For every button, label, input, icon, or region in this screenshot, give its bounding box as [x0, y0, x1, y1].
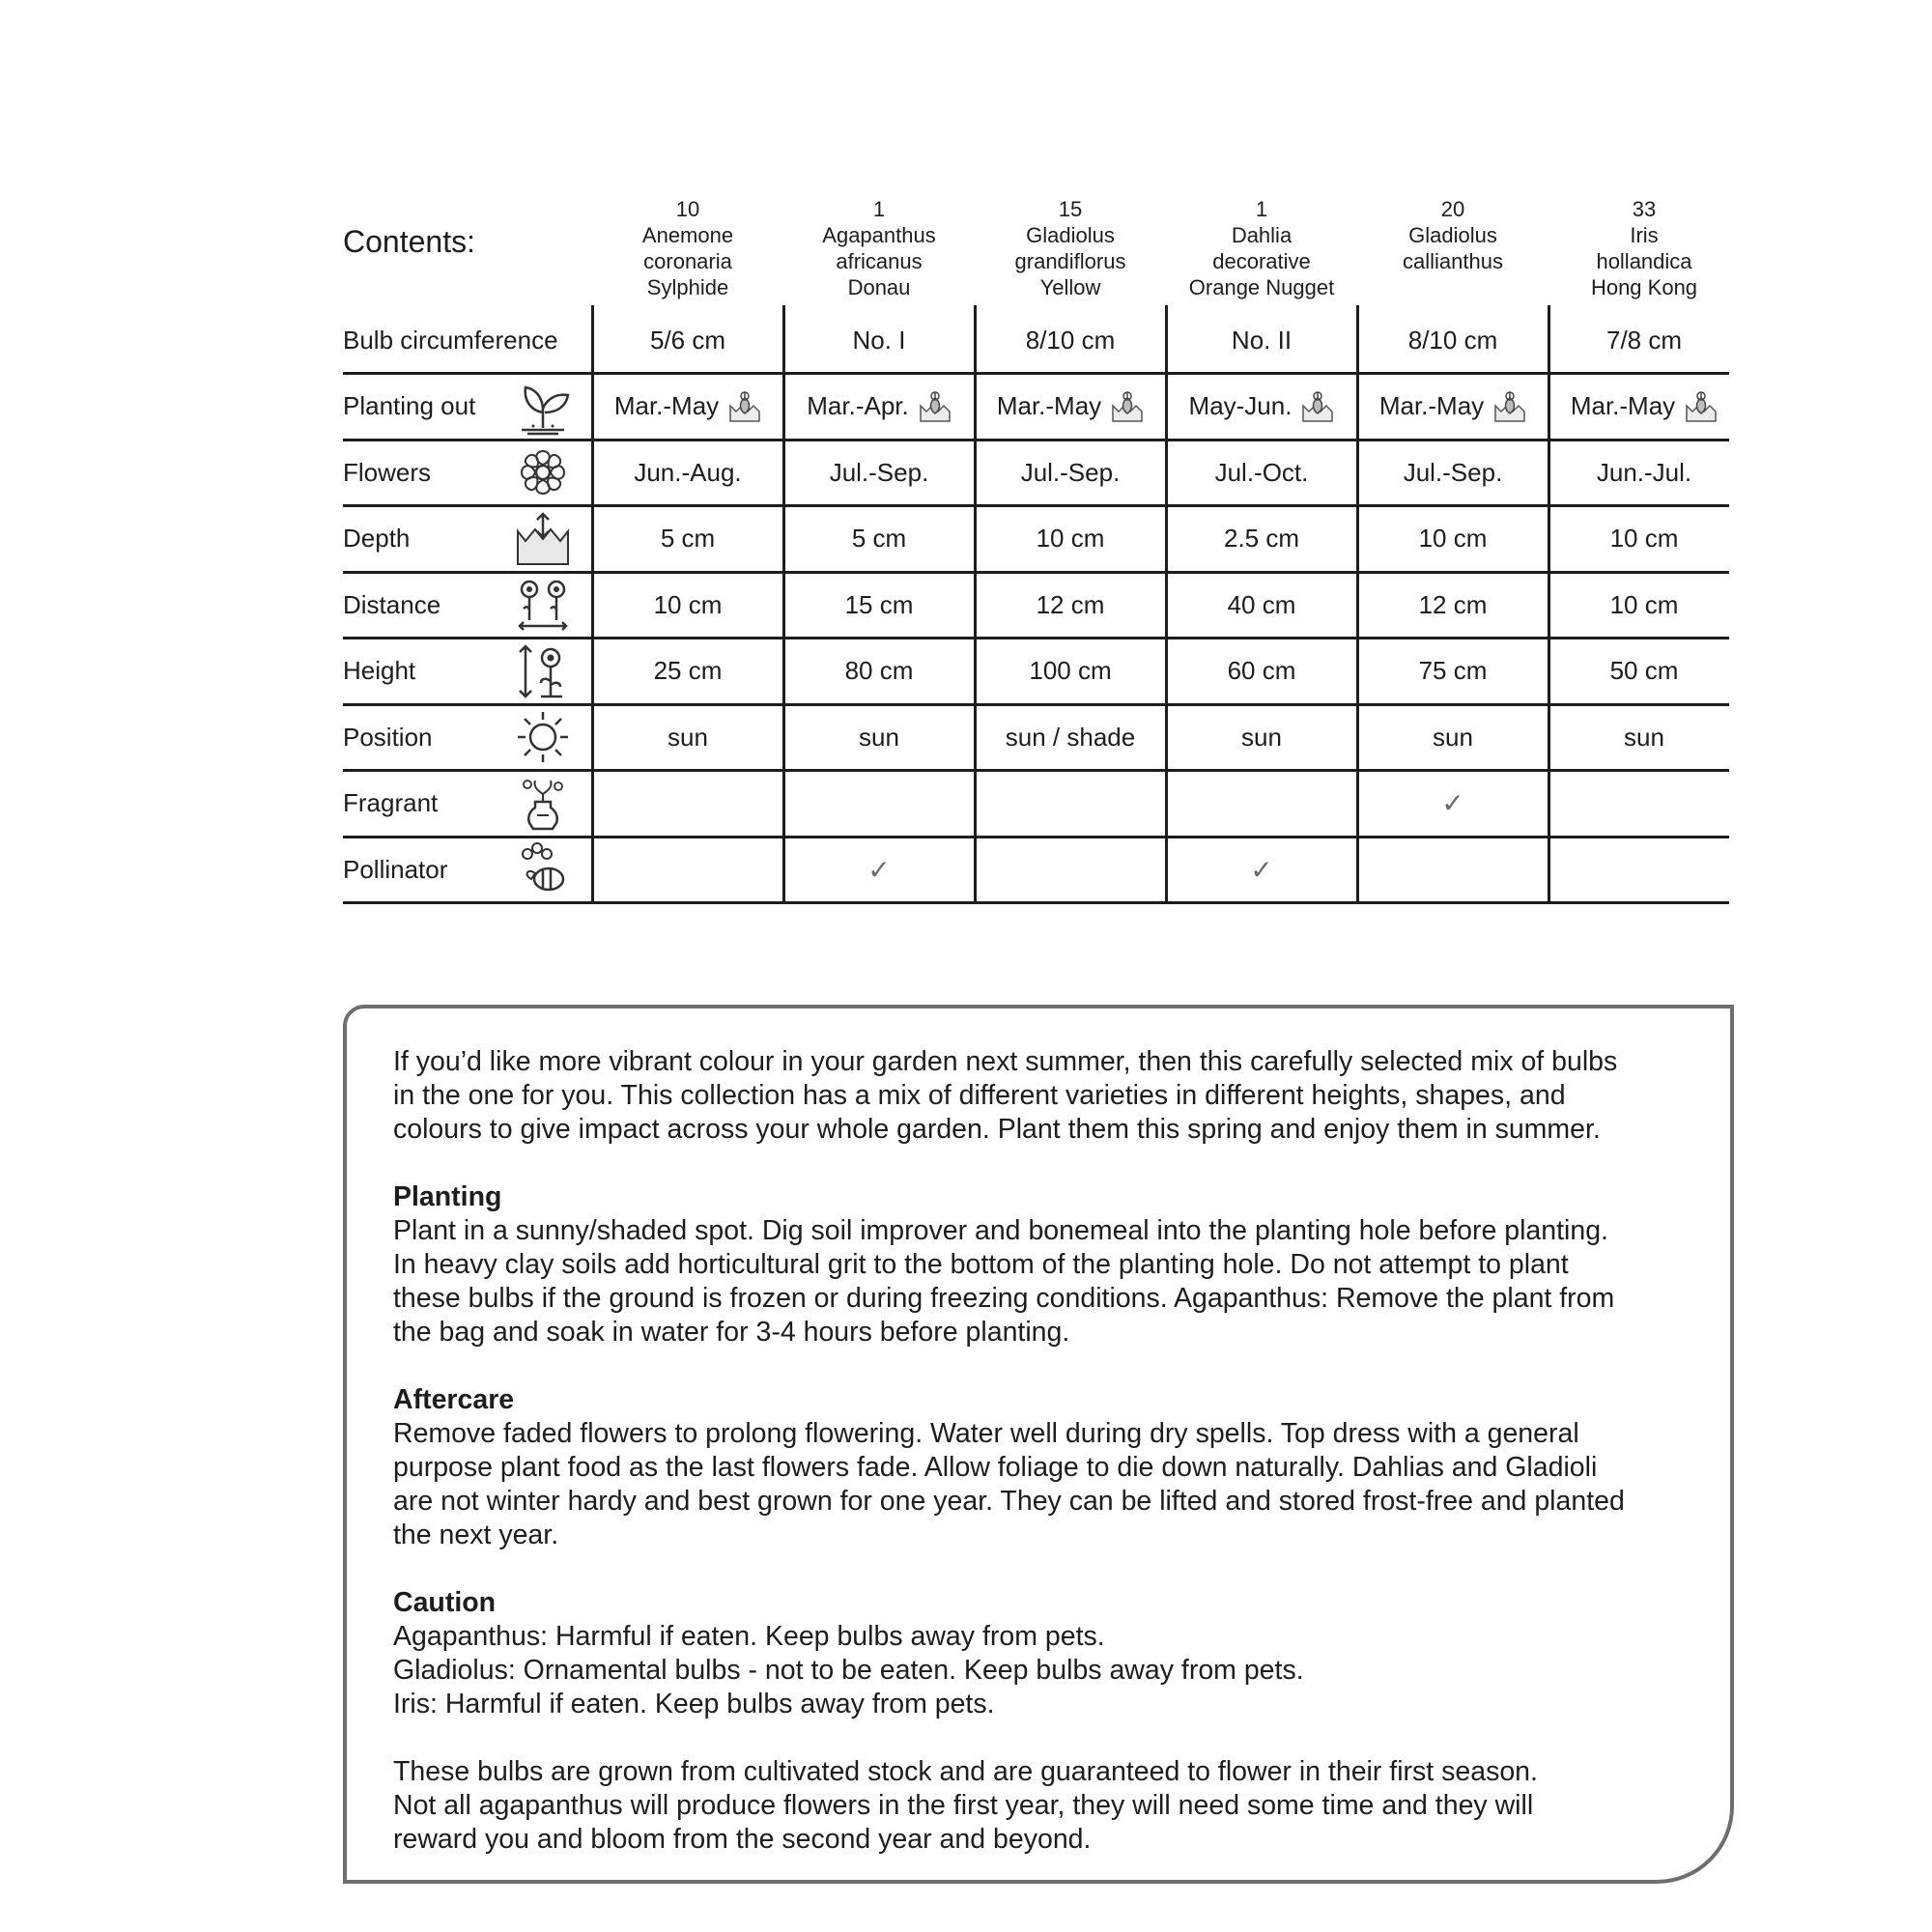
cell-value: May-Jun.	[1188, 391, 1293, 421]
planting-bulb-icon	[1301, 390, 1334, 423]
column-name-line: callianthus	[1403, 249, 1503, 273]
cell-value: 10 cm	[1609, 524, 1679, 554]
info-paragraph	[393, 1180, 1717, 1350]
cell-value: 7/8 cm	[1605, 325, 1683, 355]
column-header	[1549, 196, 1739, 300]
planting-bulb-icon	[728, 390, 761, 423]
row-label: Fragrant	[343, 788, 439, 817]
cell-value: Jul.-Oct.	[1214, 457, 1309, 487]
seedling-icon	[514, 378, 572, 436]
table-cell	[1166, 572, 1357, 639]
planting-bulb-icon	[1685, 390, 1718, 423]
check-mark: ✓	[1250, 854, 1273, 885]
planting-bulb-icon	[1111, 390, 1144, 423]
column-name-line: Orange Nugget	[1188, 275, 1335, 299]
cell-value: Mar.-May	[1570, 391, 1676, 421]
column-name-line: Sylphide	[646, 275, 729, 299]
column-name-line: Gladiolus	[1026, 223, 1115, 247]
table-cell	[1357, 704, 1548, 771]
table-cell	[592, 639, 783, 705]
table-cell	[1357, 374, 1548, 440]
column-divider	[1165, 305, 1168, 903]
cell-value: 8/10 cm	[1025, 325, 1116, 355]
table-cell	[592, 837, 783, 903]
table-cell	[975, 307, 1166, 374]
cell-value: sun	[1241, 722, 1282, 752]
cell-value: 15 cm	[844, 589, 914, 619]
table-cell	[1357, 771, 1548, 838]
table-cell	[975, 506, 1166, 573]
info-text	[393, 1045, 1717, 1890]
column-name-line: Dahlia	[1231, 223, 1293, 247]
row-label: Flowers	[343, 457, 432, 487]
table-cell	[975, 771, 1166, 838]
cell-value: 10 cm	[1609, 589, 1679, 619]
bee-icon	[514, 840, 572, 898]
info-line: reward you and bloom from the second year and beyond.	[393, 1824, 1092, 1855]
table-cell	[592, 374, 783, 440]
column-name-line: Gladiolus	[1408, 223, 1497, 247]
table-cell	[592, 572, 783, 639]
cell-value: 2.5 cm	[1223, 524, 1300, 554]
table-cell	[975, 572, 1166, 639]
column-header	[1167, 196, 1356, 300]
table-cell	[975, 374, 1166, 440]
cell-value: 12 cm	[1418, 589, 1488, 619]
info-line: Gladiolus: Ornamental bulbs - not to be eaten. Keep bulbs away from pets.	[393, 1655, 1304, 1686]
info-line: In heavy clay soils add horticultural grit to the bottom of the planting hole. Do not attempt to plant	[393, 1249, 1569, 1280]
info-line: Not all agapanthus will produce flowers in the first year, they will need some time and they will	[393, 1790, 1534, 1821]
cell-value: 100 cm	[1029, 656, 1112, 686]
table-cell	[1357, 307, 1548, 374]
table-cell	[1166, 704, 1357, 771]
table-cell	[1548, 440, 1740, 506]
row-label: Depth	[343, 524, 411, 553]
table-cell	[975, 440, 1166, 506]
table-cell	[1548, 572, 1740, 639]
check-mark: ✓	[1441, 788, 1464, 819]
flower-icon	[514, 443, 572, 501]
fragrance-icon	[514, 775, 572, 833]
cell-value: sun	[1624, 722, 1664, 752]
row-label: Pollinator	[343, 854, 448, 884]
column-quantity: 10	[675, 197, 700, 221]
cell-value: sun / shade	[1005, 722, 1136, 752]
column-header	[784, 196, 974, 300]
cell-value: Mar.-May	[996, 391, 1102, 421]
cell-value: Jul.-Sep.	[1020, 457, 1121, 487]
column-quantity: 1	[872, 197, 886, 221]
table-cell	[1548, 771, 1740, 838]
cell-value: Mar.-May	[613, 391, 720, 421]
column-divider	[782, 305, 785, 903]
info-paragraph	[393, 1755, 1717, 1857]
table-cell	[783, 639, 975, 705]
column-name-line: decorative	[1212, 249, 1311, 273]
row-label: Bulb circumference	[343, 325, 558, 355]
table-cell	[783, 704, 975, 771]
table-cell	[975, 639, 1166, 705]
table-cell	[592, 440, 783, 506]
table-cell	[1548, 506, 1740, 573]
column-name-line: Iris	[1630, 223, 1659, 247]
table-cell	[783, 771, 975, 838]
column-header	[593, 196, 782, 300]
cell-value: No. I	[852, 325, 906, 355]
table-cell	[783, 837, 975, 903]
cell-value: sun	[859, 722, 899, 752]
cell-value: Jul.-Sep.	[1403, 457, 1503, 487]
table-cell	[1166, 771, 1357, 838]
info-line: in the one for you. This collection has a mix of different varieties in different heights, shapes, and	[393, 1080, 1566, 1111]
table-cell	[783, 506, 975, 573]
cell-value: 25 cm	[653, 656, 723, 686]
info-line: Agapanthus: Harmful if eaten. Keep bulbs away from pets.	[393, 1621, 1105, 1652]
table-cell	[1357, 639, 1548, 705]
column-divider	[1548, 305, 1550, 903]
table-cell	[1548, 837, 1740, 903]
section-heading: Planting	[393, 1181, 502, 1212]
row-label: Height	[343, 656, 416, 685]
column-name-line: Hong Kong	[1590, 275, 1698, 299]
info-line: are not winter hardy and best grown for one year. They can be lifted and stored frost-free and planted	[393, 1486, 1625, 1517]
cell-value: 8/10 cm	[1407, 325, 1498, 355]
table-cell	[783, 307, 975, 374]
cell-value: 12 cm	[1036, 589, 1105, 619]
info-paragraph	[393, 1586, 1717, 1721]
sun-icon	[514, 708, 572, 766]
info-line: the next year.	[393, 1520, 559, 1550]
column-name-line: coronaria	[643, 249, 732, 273]
info-line: these bulbs if the ground is frozen or during freezing conditions. Agapanthus: Remove the plant from	[393, 1283, 1615, 1314]
row-label: Position	[343, 722, 433, 752]
column-header	[1358, 196, 1548, 274]
table-cell	[1357, 837, 1548, 903]
column-quantity: 33	[1632, 197, 1657, 221]
table-cell	[1357, 440, 1548, 506]
table-cell	[783, 572, 975, 639]
table-cell	[1166, 506, 1357, 573]
table-cell	[1357, 572, 1548, 639]
cell-value: 10 cm	[1418, 524, 1488, 554]
column-name-line: Agapanthus	[822, 223, 936, 247]
distance-icon	[514, 576, 572, 634]
info-line: the bag and soak in water for 3-4 hours before planting.	[393, 1317, 1070, 1348]
cell-value: 5 cm	[660, 524, 716, 554]
table-cell	[783, 374, 975, 440]
table-cell	[1166, 639, 1357, 705]
cell-value: sun	[1433, 722, 1473, 752]
table-cell	[1166, 837, 1357, 903]
column-header	[976, 196, 1165, 300]
info-line: Remove faded flowers to prolong flowering. Water well during dry spells. Top dress with a general	[393, 1418, 1579, 1449]
row-divider	[343, 901, 1729, 904]
column-name-line: Donau	[847, 275, 911, 299]
contents-label: Contents:	[343, 224, 475, 259]
table-cell	[592, 307, 783, 374]
cell-value: Jul.-Sep.	[829, 457, 929, 487]
cell-value: Jun.-Jul.	[1596, 457, 1692, 487]
column-divider	[1356, 305, 1359, 903]
column-name-line: hollandica	[1596, 249, 1692, 273]
cell-value: sun	[668, 722, 708, 752]
column-divider	[591, 305, 594, 903]
column-name-line: grandiflorus	[1014, 249, 1126, 273]
row-label: Planting out	[343, 391, 476, 420]
cell-value: 80 cm	[844, 656, 914, 686]
cell-value: 50 cm	[1609, 656, 1679, 686]
cell-value: Mar.-May	[1378, 391, 1485, 421]
column-quantity: 1	[1255, 197, 1268, 221]
table-cell	[592, 771, 783, 838]
info-paragraph	[393, 1383, 1717, 1552]
column-name-line: africanus	[836, 249, 923, 273]
info-line: Iris: Harmful if eaten. Keep bulbs away from pets.	[393, 1689, 995, 1719]
info-line: If you’d like more vibrant colour in your garden next summer, then this carefully selected mix of bulbs	[393, 1046, 1618, 1077]
table-cell	[592, 506, 783, 573]
table-cell	[1548, 307, 1740, 374]
cell-value: 40 cm	[1227, 589, 1296, 619]
info-box	[343, 1005, 1734, 1884]
table-cell	[1166, 307, 1357, 374]
section-heading: Caution	[393, 1587, 497, 1618]
table-cell	[1166, 374, 1357, 440]
planting-bulb-icon	[919, 390, 952, 423]
cell-value: Mar.-Apr.	[807, 391, 909, 421]
height-icon	[514, 642, 572, 700]
table-cell	[783, 440, 975, 506]
section-heading: Aftercare	[393, 1384, 515, 1415]
column-quantity: 15	[1058, 197, 1083, 221]
check-mark: ✓	[867, 854, 891, 885]
table-cell	[1548, 374, 1740, 440]
info-paragraph	[393, 1045, 1717, 1147]
info-line: Plant in a sunny/shaded spot. Dig soil improver and bonemeal into the planting hole before planting.	[393, 1215, 1608, 1246]
info-line: purpose plant food as the last flowers fade. Allow foliage to die down naturally. Dahlias and Gladioli	[393, 1452, 1598, 1483]
cell-value: 10 cm	[653, 589, 723, 619]
cell-value: 5/6 cm	[649, 325, 726, 355]
table-cell	[592, 704, 783, 771]
table-cell	[1548, 704, 1740, 771]
info-line: These bulbs are grown from cultivated stock and are guaranteed to flower in their first season.	[393, 1756, 1538, 1787]
table-cell	[1357, 506, 1548, 573]
cell-value: Jun.-Aug.	[634, 457, 742, 487]
cell-value: 5 cm	[851, 524, 907, 554]
cell-value: 60 cm	[1227, 656, 1296, 686]
table-cell	[1166, 440, 1357, 506]
column-divider	[974, 305, 977, 903]
column-name-line: Yellow	[1039, 275, 1101, 299]
column-quantity: 20	[1440, 197, 1465, 221]
column-name-line: Anemone	[641, 223, 734, 247]
table-cell	[975, 704, 1166, 771]
depth-icon	[514, 510, 572, 568]
cell-value: 75 cm	[1418, 656, 1488, 686]
planting-bulb-icon	[1493, 390, 1526, 423]
table-cell	[975, 837, 1166, 903]
cell-value: 10 cm	[1036, 524, 1105, 554]
cell-value: No. II	[1231, 325, 1293, 355]
info-line: colours to give impact across your whole garden. Plant them this spring and enjoy them in summer.	[393, 1114, 1601, 1145]
table-cell	[1548, 639, 1740, 705]
row-label: Distance	[343, 589, 441, 619]
